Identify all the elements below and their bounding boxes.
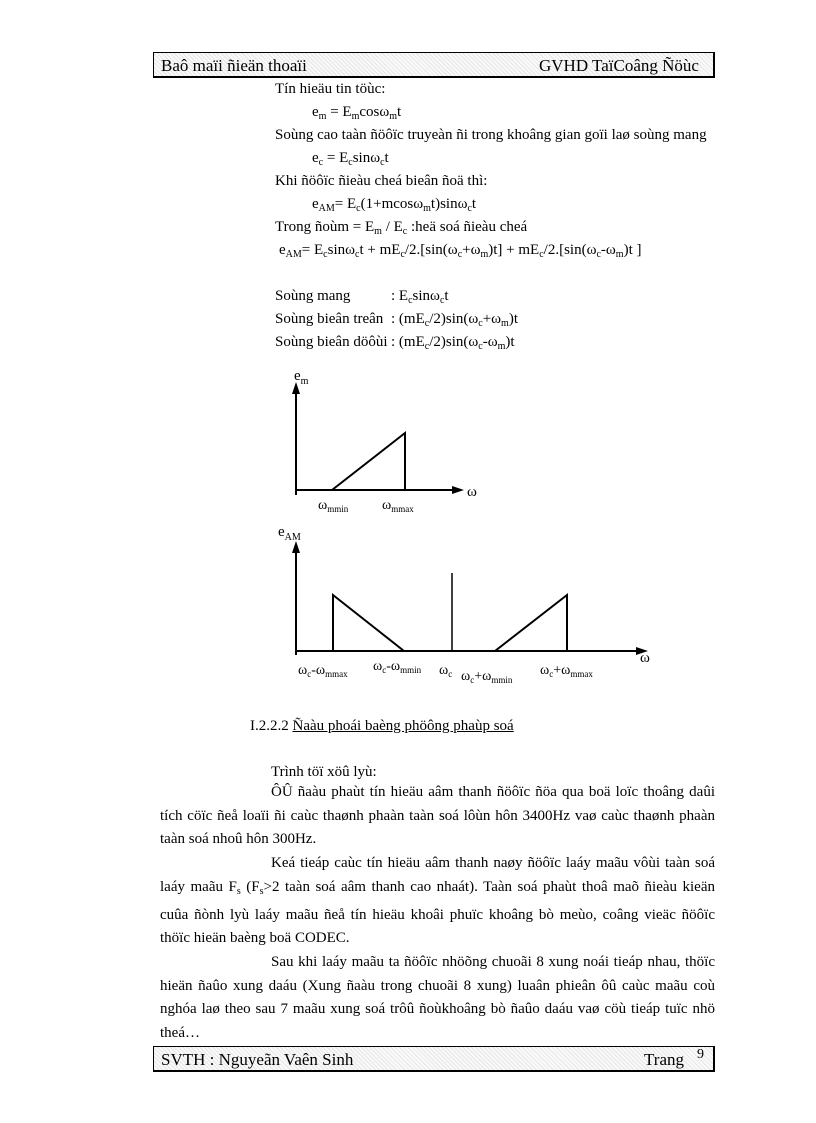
section-heading [250,716,514,736]
header-title: Baô maïi ñieän thoaïi [161,56,307,75]
g2-upper-sideband [495,595,567,651]
footer-student: SVTH : Nguyeãn Vaên Sinh [161,1050,354,1069]
paragraph-sampling: Keá tieáp caùc tín hieäu aâm thanh naøy ñöôïc laáy maãu vôùi taàn soá laáy maãu $F_s$ ($F_s>2$ taàn soá aâm thanh cao nhaát). Taàn soá phaùt thoâ maõ ñieàu kieän cuûa ñònh lyù laáy maãu ñeå tín hieäu khoâi phuïc khoâng bò meùo, coâng vieäc ñöôïc thöïc hieän baèng boä CODEC. [160,855,715,947]
g2-lower-sideband [333,595,404,651]
message-spectrum-graph [292,368,477,514]
am-equation: $e_{AM}= E_c(1+mcos\omega_mt)\sin\omega_ct$ [312,196,477,214]
body-text [160,781,715,1046]
component-lower-sideband: Soùng bieân döôùi : $(mE_c/2)\sin(\omega_c-\omega_m)t$ [275,334,515,352]
process-intro: Trình töï xöû lyù: [271,764,377,780]
modulation-label: Khi ñöôïc ñieàu cheá bieân ñoä thì: [275,173,488,189]
g2-ylabel: $e_{AM}$ [278,524,301,543]
page-footer [153,1046,715,1072]
g1-tick-wmmax: $\omega_{mmax}$ [382,498,414,514]
message-equation: $e_m = E_m\cos\omega_mt$ [312,104,402,122]
paragraph-inversion: Sau khi laáy maãu ta ñöôïc nhöõng chuoãi 8 xung noái tieáp nhau, thöïc hieän ñaûo xung daáu (Xung ñaàu trong chuoãi 8 xung) luaân phieân ôû caùc maãu coù nghóa laø theo sau 7 maãu xung soá trôû ñoùkhoâng bò ñaûo daáu vaø cöù tieáp tuïc nhö theá… [160,953,715,1042]
component-upper-sideband: Soùng bieân treân : $(mE_c/2)\sin(\omega_c+\omega_m)t$ [275,311,518,329]
header-supervisor: GVHD TaïCoâng Ñöùc [539,56,699,75]
carrier-equation: $e_c = E_c\sin\omega_ct$ [312,150,389,168]
g2-tick-wc-plus-wmmax: $\omega_c+\omega_{mmax}$ [540,663,593,679]
g1-x-arrow [452,486,464,494]
modulation-index-line: Trong ñoùm = $E_m / E_c$ :heä soá ñieàu cheá [275,219,528,237]
carrier-label: Soùng cao taàn ñöôïc truyeàn ñi trong khoâng gian goïi laø soùng mang [275,127,707,143]
page-number: 9 [697,1047,704,1062]
component-carrier: Soùng mang : $E_c\sin\omega_ct$ [275,288,449,306]
g1-baseband-spectrum [332,433,405,490]
g2-xlabel: ω [640,650,650,666]
expanded-am-equation: $e_{AM}= E_c\sin\omega_ct + mE_c/2.[\sin(\omega_c+\omega_m)t] + mE_c/2.[\sin(\omega_c-\omega_m)t$ ] [279,242,642,260]
section-title: Ñaàu phoái baèng phöông phaùp soá [292,718,514,734]
am-spectrum-graph [278,524,650,685]
message-signal-label: Tín hieäu tin töùc: [275,81,386,97]
g2-tick-wc-plus-wmmin: $\omega_c+\omega_{mmin}$ [461,669,513,685]
paragraph-filter: ÔÛ ñaàu phaùt tín hieäu aâm thanh ñöôïc ñöa qua boä loïc thoâng daûi tích cöïc ñeå loaïi ñi caùc thaønh phaàn taàn soá lôùn hôn 3400Hz vaø caùc thaønh phaàn taàn soá nhoû hôn 300Hz. [160,784,715,848]
g2-tick-wc-wmmax: $\omega_c-\omega_{mmax}$ [298,663,348,679]
g2-tick-wc: $\omega_c$ [439,663,453,679]
g1-ylabel: $e_m$ [294,368,309,387]
g1-xlabel: ω [467,484,477,500]
section-number: I.2.2.2 [250,718,289,734]
g2-tick-wc-wmmin: $\omega_c-\omega_{mmin}$ [373,659,422,675]
footer-page-label: Trang [644,1050,684,1069]
g1-tick-wmmin: $\omega_{mmin}$ [318,498,349,514]
